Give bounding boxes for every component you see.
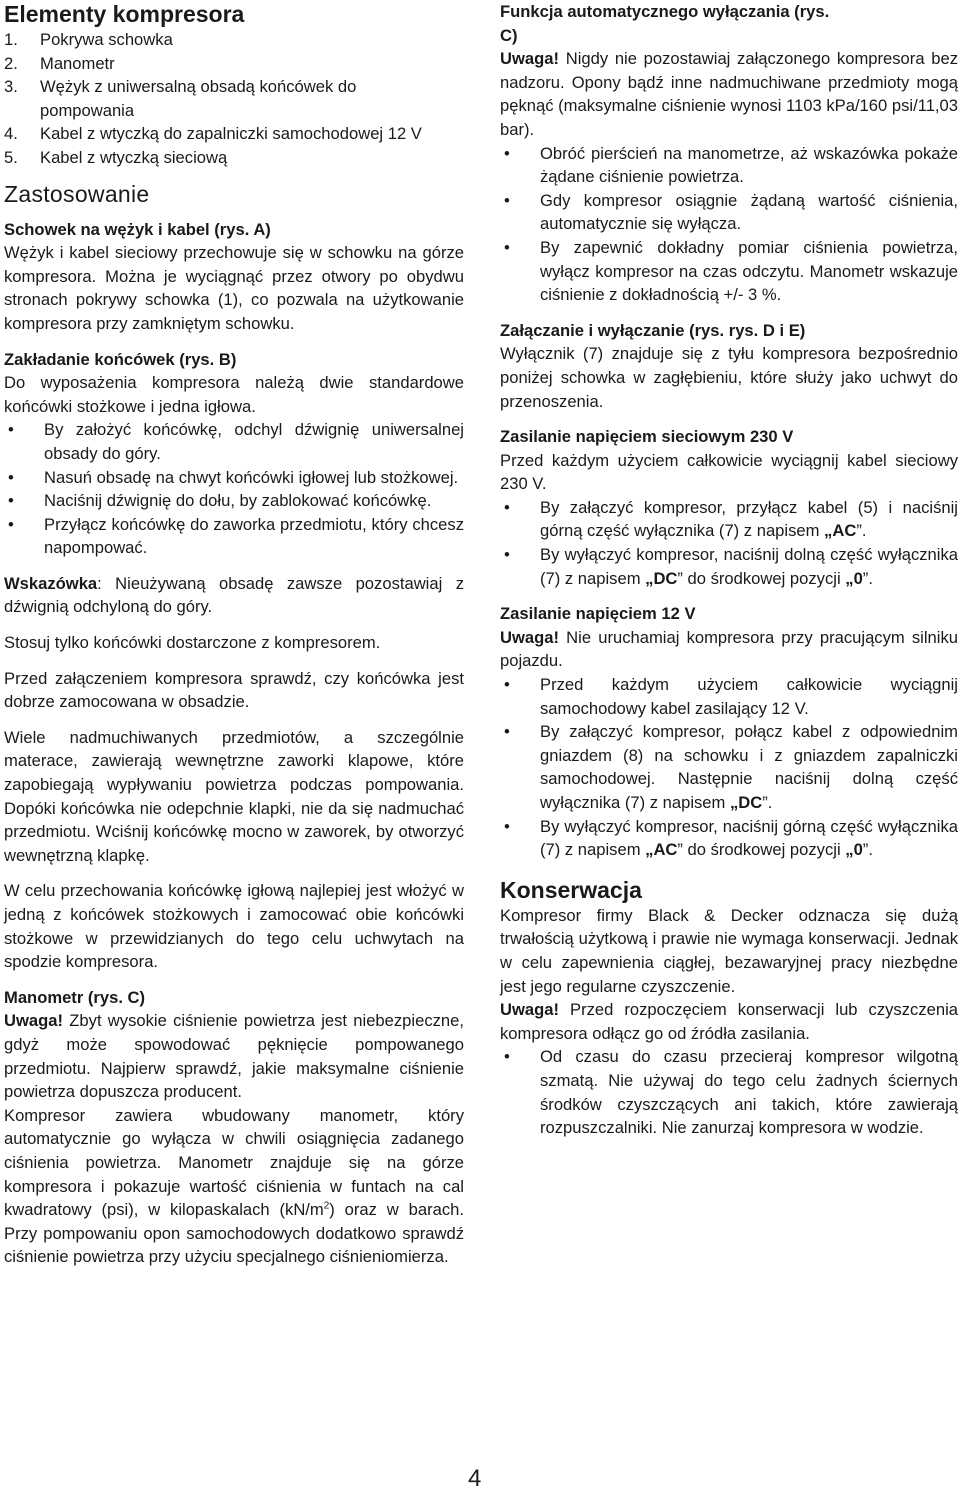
bullets-funkcja	[500, 142, 958, 307]
bullet-text: By wyłączyć kompresor, naciśnij górną część wyłącznika (7) z napisem „AC” do środkowej pozycji „0”.	[540, 816, 958, 860]
bullet-marker: •	[8, 514, 14, 534]
list-item	[500, 236, 958, 307]
list-item: 3. Wężyk z uniwersalną obsadą końcówek do pompowania	[4, 77, 357, 120]
list-item	[4, 489, 464, 513]
list-item	[500, 496, 958, 543]
paragraph-manometr-2: Kompresor zawiera wbudowany manometr, który automatycznie go wyłącza w chwili osiągnięcia zadanego ciśnienia powietrza. Manometr znajduje się na górze kompresora i pokazuje wartość ciśnienia w funtach na cal kwadratowy (psi), w kilopaskalach $(kN/m^2)$ oraz w barach. Przy pompowaniu opon samochodowych dodatkowo sprawdź ciśnienie powietrza przy użyciu specjalnego ciśnieniomierza.	[4, 1105, 464, 1267]
heading-schowek: Schowek na wężyk i kabel (rys. A)	[4, 219, 271, 239]
heading-zastosowanie: Zastosowanie	[4, 180, 150, 207]
bullet-marker: •	[504, 497, 510, 517]
list-item: 5. Kabel z wtyczką sieciową	[4, 147, 228, 167]
heading-zalaczanie: Załączanie i wyłączanie (rys. rys. D i E)	[500, 320, 806, 340]
paragraph-konserwacja: Kompresor firmy Black & Decker odznacza się dużą trwałością użytkową i prawie nie wymaga konserwacji. Jednak w celu zapewnienia ciągłej, bezawaryjnej pracy niezbędne jest jego regularne czyszczenie.	[500, 905, 958, 996]
list-item	[500, 673, 958, 720]
bullet-text: Przyłącz końcówkę do zaworka przedmiotu, który chcesz napompować.	[44, 514, 464, 558]
paragraph-celu: W celu przechowania końcówkę igłową najlepiej jest włożyć w jedną z końcówek stożkowych i zamocować obie końcówki stożkowe w przewidzianych do tego celu uchwytach na spodzie kompresora.	[4, 881, 464, 972]
bullet-marker: •	[8, 467, 14, 487]
list-item: 2. Manometr	[4, 53, 115, 73]
bullet-marker: •	[504, 545, 510, 565]
bullet-text: Obróć pierścień na manometrze, aż wskazówka pokaże żądane ciśnienie powietrza.	[540, 143, 958, 187]
bullet-text: Nasuń obsadę na chwyt końcówki igłowej lub stożkowej.	[44, 467, 459, 487]
heading-manometr: Manometr (rys. C)	[4, 987, 146, 1007]
bullets-zakladanie	[4, 418, 464, 560]
page-number: 4	[468, 1465, 482, 1492]
heading-sieciowe: Zasilanie napięciem sieciowym 230 V	[500, 427, 794, 447]
list-item	[500, 142, 958, 189]
bullet-text: By załączyć kompresor, przyłącz kabel (5) i naciśnij górną część wyłącznika (7) z napisem „AC”.	[540, 497, 958, 541]
bullet-marker: •	[504, 675, 510, 695]
bullet-marker: •	[504, 237, 510, 257]
left-column	[4, 0, 464, 1269]
heading-zakladanie: Zakładanie końcówek (rys. B)	[4, 349, 237, 369]
bullet-text: By zapewnić dokładny pomiar ciśnienia powietrza, wyłącz kompresor na czas odczytu. Manometr wskazuje ciśnienie z dokładnością +/- 3 %.	[540, 237, 958, 305]
list-item	[500, 815, 958, 862]
heading-konserwacja: Konserwacja	[500, 876, 642, 903]
bullet-text: Naciśnij dźwignię do dołu, by zablokować końcówkę.	[44, 491, 432, 511]
bullets-konserwacja	[500, 1045, 958, 1139]
right-column	[500, 0, 958, 1140]
paragraph-funkcja: Uwaga! Nigdy nie pozostawiaj załączonego kompresora bez nadzoru. Opony bądź inne nadmuchiwane przedmioty mogą pęknąć (maksymalne ciśnienie wynosi 1103 kPa/160 psi/11,03 bar).	[500, 49, 958, 139]
heading-12v: Zasilanie napięciem 12 V	[500, 604, 696, 624]
bullets-12v	[500, 673, 958, 862]
bullet-text: By wyłączyć kompresor, naciśnij dolną część wyłącznika (7) z napisem „DC” do środkowej pozycji „0”.	[540, 545, 958, 588]
bullets-sieciowe	[500, 496, 958, 590]
paragraph-zalaczanie: Wyłącznik (7) znajduje się z tyłu kompresora bezpośrednio poniżej schowka w zagłębieniu, które służy jako uchwyt do przenoszenia.	[500, 344, 958, 411]
elements-list	[4, 28, 464, 170]
paragraph-schowek: Wężyk i kabel sieciowy przechowuje się w schowku na górze kompresora. Można je wyciągnąć przez otwory po obydwu stronach pokrywy schowka (1), co pozwala na użytkowanie kompresora przy zamkniętym schowku.	[4, 243, 464, 333]
list-item: 4. Kabel z wtyczką do zapalniczki samochodowej 12 V	[4, 124, 422, 144]
bullet-marker: •	[504, 1047, 510, 1067]
bullet-text: By założyć końcówkę, odchyl dźwignię uniwersalnej obsady do góry.	[44, 420, 464, 463]
list-item	[500, 189, 958, 236]
paragraph-przed: Przed załączeniem kompresora sprawdź, czy końcówka jest dobrze zamocowana w obsadzie.	[4, 668, 464, 712]
bullet-marker: •	[8, 491, 14, 511]
bullet-marker: •	[504, 143, 510, 163]
paragraph-wiele: Wiele nadmuchiwanych przedmiotów, a szczególnie materace, zawierają wewnętrzne zaworki klapowe, które zapobiegają wypływaniu powietrza podczas pompowania. Dopóki końcówka nie odepchnie klapki, nie da się nadmuchać przedmiotu. Wciśnij końcówkę mocno w zaworek, by otworzyć wewnętrzną klapkę.	[4, 727, 464, 865]
paragraph-zakladanie: Do wyposażenia kompresora należą dwie standardowe końcówki stożkowe i jedna igłowa.	[4, 373, 464, 416]
list-item: 1. Pokrywa schowka	[4, 30, 173, 49]
list-item	[500, 720, 958, 814]
bullet-marker: •	[504, 722, 510, 742]
list-item	[4, 466, 464, 490]
paragraph-manometr-1: Uwaga! Zbyt wysokie ciśnienie powietrza jest niebezpieczne, gdyż może spowodować pęknięcie pompowanego przedmiotu. Najpierw sprawdź, jakie maksymalne ciśnienie powietrza dopuszcza producent.	[4, 1011, 464, 1102]
list-item	[4, 418, 464, 465]
bullet-marker: •	[504, 816, 510, 836]
paragraph-wskazowka: Wskazówka: Nieużywaną obsadę zawsze pozostawiaj z dźwignią odchyloną do góry.	[4, 573, 464, 617]
bullet-text: By załączyć kompresor, połącz kabel z odpowiednim gniazdem (8) na schowku i z gniazdem zapalniczki samochodowej. Następnie naciśnij dolną część wyłącznika (7) z napisem „DC”.	[540, 722, 958, 812]
paragraph-sieciowe: Przed każdym użyciem całkowicie wyciągnij kabel sieciowy 230 V.	[500, 450, 958, 494]
heading-elementy: Elementy kompresora	[4, 1, 245, 27]
paragraph-12v: Uwaga! Nie uruchamiaj kompresora przy pracującym silniku pojazdu.	[500, 627, 958, 671]
list-item	[500, 1045, 958, 1139]
paragraph-konserwacja-uwaga: Uwaga! Przed rozpoczęciem konserwacji lub czyszczenia kompresora odłącz go od źródła zasilania.	[500, 1000, 958, 1043]
bullet-marker: •	[504, 190, 510, 210]
paragraph-stosuj: Stosuj tylko końcówki dostarczone z kompresorem.	[4, 633, 381, 653]
bullet-text: Przed każdym użyciem całkowicie wyciągnij samochodowy kabel zasilający 12 V.	[540, 675, 958, 718]
bullet-text: Gdy kompresor osiągnie żądaną wartość ciśnienia, automatycznie się wyłącza.	[540, 190, 958, 234]
list-item	[4, 513, 464, 560]
list-item	[500, 543, 958, 590]
bullet-text: Od czasu do czasu przecieraj kompresor wilgotną szmatą. Nie używaj do tego celu żadnych ściernych środków czyszczących ani takich, które zawierają rozpuszczalniki. Nie zanurzaj kompresora w wodzie.	[540, 1047, 958, 1138]
heading-funkcja: Funkcja automatycznego wyłączania (rys. C)	[500, 2, 830, 45]
bullet-marker: •	[8, 420, 14, 440]
